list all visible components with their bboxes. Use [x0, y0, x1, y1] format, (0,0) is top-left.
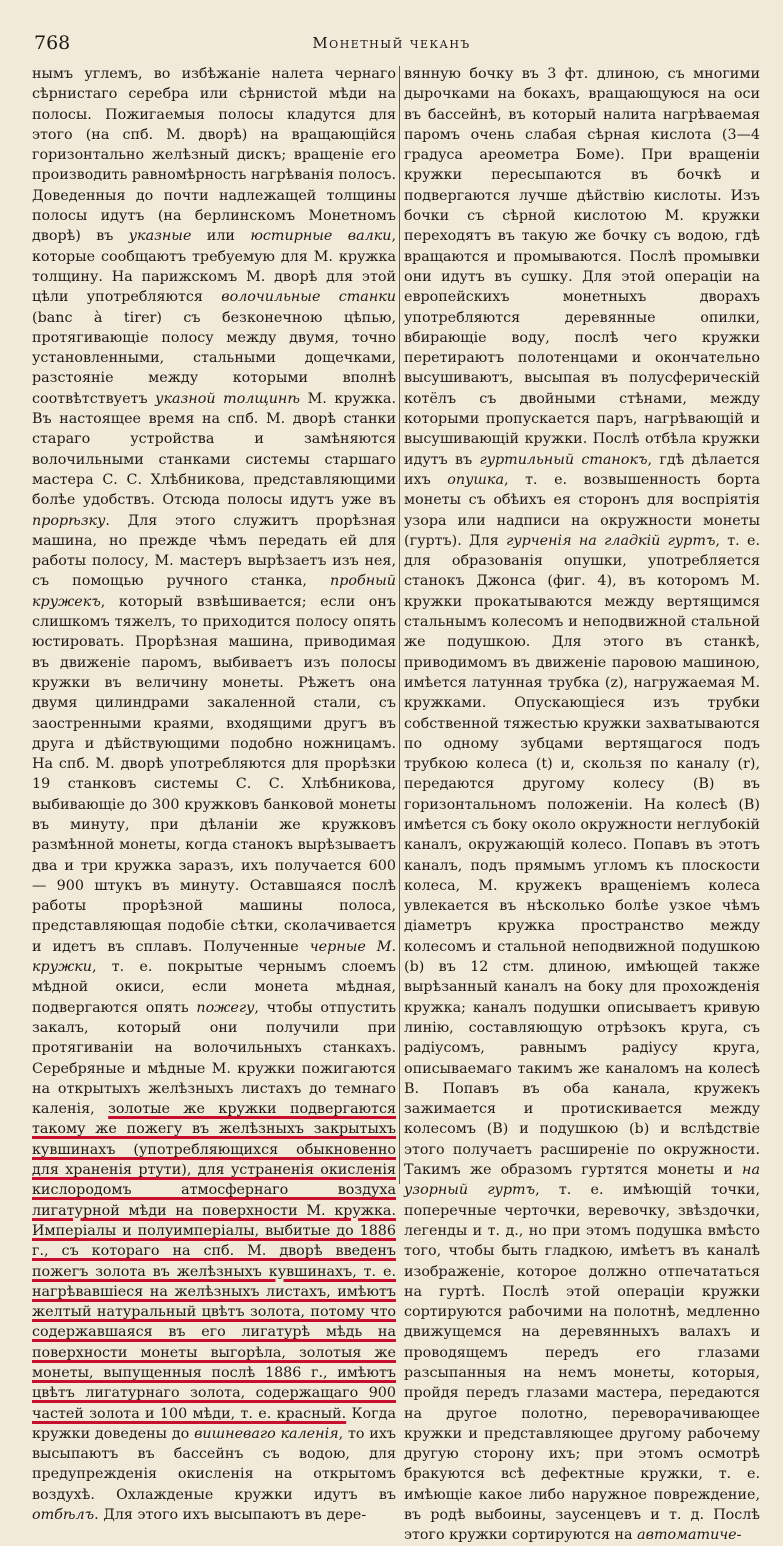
term-chernye-kruzhki: черные М. кружки [32, 938, 396, 976]
term-otbel: отбѣлъ [32, 1507, 95, 1524]
term-ukaznoy-tolshchine: указной толщинѣ [155, 390, 300, 407]
page-number: 768 [34, 32, 71, 54]
term-yustirnye-valki: юстирные валки [250, 228, 392, 245]
column-divider [399, 66, 400, 1184]
term-ukaznye: указные [128, 228, 192, 245]
running-title: Монетный чеканъ [312, 34, 471, 52]
term-vishnevago-kaleniya: вишневаго каленія [194, 1425, 339, 1442]
left-column [32, 64, 397, 1524]
term-gurchenie-gladkiy-gurt: гурченія на гладкій гуртъ [506, 532, 716, 549]
right-column-text: вянную бочку въ 3 фт. длиною, съ многими дырочками на бокахъ, вращающуюся на оси въ бассейнѣ, въ который налита нагрѣваемая паромъ очень слабая сѣрная кислота (3—4 градуса ареометра Боме). При вращеніи кружки пересыпаются въ бочкѣ и подвергаются лучше дѣйствію кислоты. Изъ бочки съ сѣрной кислотою М. кружки переходятъ въ такую же бочку съ водою, гдѣ вращаются и промываются. Послѣ промывки они идутъ въ сушку. Для этой операціи на европейскихъ монетныхъ дворахъ употребляются деревянные опилки, вбирающіе воду, послѣ чего кружки перетираютъ полотенцами и окончательно высушиваютъ, высыпая въ полусферическій котёлъ съ двойными стѣнами, между которыми пропускается паръ, нагрѣвающій и высушивающій кружки. Послѣ отбѣла кружки идутъ въ гуртильный станокъ, гдѣ дѣлается ихъ опушка, т. е. возвышенность борта монеты съ обѣихъ ея сторонъ для воспріятія узора или надписи на окружности монеты (гуртъ). Для гурченія на гладкій гуртъ, т. е. для образованія опушки, употребляется станокъ Джонса (фиг. 4), въ которомъ М. кружки прокатываются между вертящимся стальнымъ колесомъ и неподвижной стальной же подушкою. Для этого въ станкѣ, приводимомъ въ движеніе паровою машиною, имѣется латунная трубка (z), нагружаемая М. кружками. Опускающіеся изъ трубки собственной тяжестью кружки захватываются по одному зубцами вертящагося подъ трубкою колеса (t) и, скользя по каналу (r), передаются другому колесу (B) въ горизонтальномъ положеніи. На колесѣ (B) имѣется съ боку около окружности неглубокій каналъ, окружающій колесо. Попавъ въ этотъ каналъ, подъ прямымъ угломъ къ плоскости колеса, М. кружекъ вращеніемъ колеса увлекается въ нѣсколько болѣе узкое чѣмъ діаметръ кружка пространство между колесомъ и стальной неподвижной подушкою (b) въ 12 стм. длиною, имѣющей также вырѣзанный каналъ на боку для прохожденія кружка; каналъ подушки описываетъ кривую линію, составляющую отрѣзокъ круга, съ радіусомъ, равнымъ радіусу круга, описываемаго такимъ же каналомъ на колесѣ B. Попавъ въ оба канала, кружекъ зажимается и протискивается между колесомъ (B) и подушкою (b) и вслѣдствіе этого получаетъ расширеніе по окружности. Такимъ же образомъ гуртятся монеты и на узорный гуртъ, т. е. имѣющій точки, поперечные черточки, веревочку, звѣздочки, легенды и т. д., но при этомъ подушка вмѣсто того, чтобы быть гладкою, имѣетъ въ каналѣ изображеніе, которое должно отпечататься на гуртѣ. Послѣ этой операціи кружки сортируются рабочими на полотнѣ, медленно движущемся на деревянныхъ валахъ и проводящемъ передъ его глазами разсыпанныя на немъ монеты, которыя, пройдя передъ глазами мастера, передаются на другое полотно, переворачивающее кружки и представляющее другому рабочему другую сторону ихъ; при этомъ осмотрѣ бракуются всѣ дефектные кружки, т. е. имѣющіе какое либо наружное повреждение, въ родѣ выбоины, заусенцевъ и т. д. Послѣ этого кружки сортируются на автоматиче- [404, 66, 761, 1544]
term-probnyy-kruzhek: пробный кружекъ [32, 573, 396, 610]
term-uzornyy-gurt: на узорный гуртъ [404, 1162, 760, 1199]
page-header [34, 32, 749, 56]
right-column [404, 64, 761, 1544]
term-opushka: опушка [447, 471, 504, 488]
red-underlined-passage: золотые же кружки подвергаются такому же пожегу въ желѣзныхъ закрытыхъ кувшинахъ (употребляющихся обыкновенно для храненія ртути), для устраненія окисленія кислородомъ атмосфернаго воздуха лигатурной мѣди на поверхности М. кружка. Имперіалы и полуимперіалы, выбитые до 1886 г., съ котораго на спб. М. дворѣ введенъ пожегъ золота въ желѣзныхъ кувшинахъ, т. е. нагрѣвавшіеся на желѣзныхъ листахъ, имѣютъ желтый натуральный цвѣтъ золота, потому что содержавшаяся въ его лигатурѣ мѣдь на поверхности монеты выгорѣла, золотыя же монеты, выпущенныя послѣ 1886 г., имѣютъ цвѣтъ лигатурнаго золота, содержащаго 900 частей золота и 100 мѣди, т. е. красный. [32, 1101, 396, 1422]
left-column-text: нымъ углемъ, во избѣжаніе налета чернаго сѣрнистаго серебра или сѣрнистой мѣди на полосы. Пожигаемыя полосы кладутся для этого (на спб. М. дворѣ) на вращающійся горизонтально желѣзный дискъ; вращеніе его производить равномѣрность нагрѣванія полосъ. Доведенныя до почти надлежащей толщины полосы идутъ (на берлинскомъ Монетномъ дворѣ) въ указные или юстирные валки, которые сообщаютъ требуемую для М. кружка толщину. На парижскомъ М. дворѣ для этой цѣли употребляются волочильные станки (banc à tirer) съ безконечною цѣпью, протягивающіе полосу между двумя, точно установленными, стальными дощечками, разстояніе между которыми вполнѣ соотвѣтствуетъ указной толщинѣ М. кружка. Въ настоящее время на спб. М. дворѣ станки стараго устройства и замѣняются волочильными станками системы старшаго мастера С. С. Хлѣбникова, представляющими болѣе удобствъ. Отсюда полосы идутъ уже въ прорѣзку. Для этого служитъ прорѣзная машина, но прежде чѣмъ передать ей для работы полосу, М. мастеръ вырѣзаетъ изъ нея, съ помощью ручного станка, пробный кружекъ, который взвѣшивается; если онъ слишкомъ тяжелъ, то приходится полосу опять юстировать. Прорѣзная машина, приводимая въ движеніе паромъ, выбиваетъ изъ полосы кружки въ величину монеты. Рѣжетъ она двумя цилиндрами закаленной стали, съ заостренными краями, входящими другъ въ друга и дѣйствующими подобно ножницамъ. На спб. М. дворѣ употребляются для прорѣзки 19 станковъ системы С. С. Хлѣбникова, выбивающіе до 300 кружковъ банковой монеты въ минуту, при дѣланіи же кружковъ размѣнной монеты, когда станокъ вырѣзываетъ два и три кружка заразъ, ихъ получается 600 — 900 штукъ въ минуту. Оставшаяся послѣ работы прорѣзной машины полоса, представляющая подобіе сѣтки, сколачивается и идетъ въ сплавъ. Полученные черные М. кружки, т. е. покрытые чернымъ слоемъ мѣдной окиси, если монета мѣдная, подвергаются опять пожегу, чтобы отпустить закалъ, который они получили при протягиваніи на волочильныхъ станкахъ. Серебряные и мѣдные М. кружки пожигаются на открытыхъ желѣзныхъ листахъ до темнаго каленія, золотые же кружки подвергаются такому же пожегу въ желѣзныхъ закрытыхъ кувшинахъ (употребляющихся обыкновенно для храненія ртути), для устраненія окисленія кислородомъ атмосфернаго воздуха лигатурной мѣди на поверхности М. кружка. Имперіалы и полуимперіалы, выбитые до 1886 г., съ котораго на спб. М. дворѣ введенъ пожегъ золота въ желѣзныхъ кувшинахъ, т. е. нагрѣвавшіеся на желѣзныхъ листахъ, имѣютъ желтый натуральный цвѣтъ золота, потому что содержавшаяся въ его лигатурѣ мѣдь на поверхности монеты выгорѣла, золотыя же монеты, выпущенныя послѣ 1886 г., имѣютъ цвѣтъ лигатурнаго золота, содержащаго 900 частей золота и 100 мѣди, т. е. красный. Когда кружки доведены до вишневаго каленія, то ихъ высыпаютъ въ бассейнъ съ водою, для предупрежденія окисленія на открытомъ воздухѣ. Охлажденые кружки идутъ въ отбѣлъ. Для этого ихъ высыпаютъ въ дере- [32, 66, 397, 1524]
term-volochilnye-stanki: волочильные станки [221, 289, 396, 306]
term-prorezku: прорѣзку [32, 512, 106, 529]
term-pozhegu: пожегу [196, 999, 255, 1016]
term-avtomatiche: автоматиче- [637, 1527, 742, 1544]
term-gurtilnyy-stanok: гуртильный станокъ [479, 451, 648, 468]
